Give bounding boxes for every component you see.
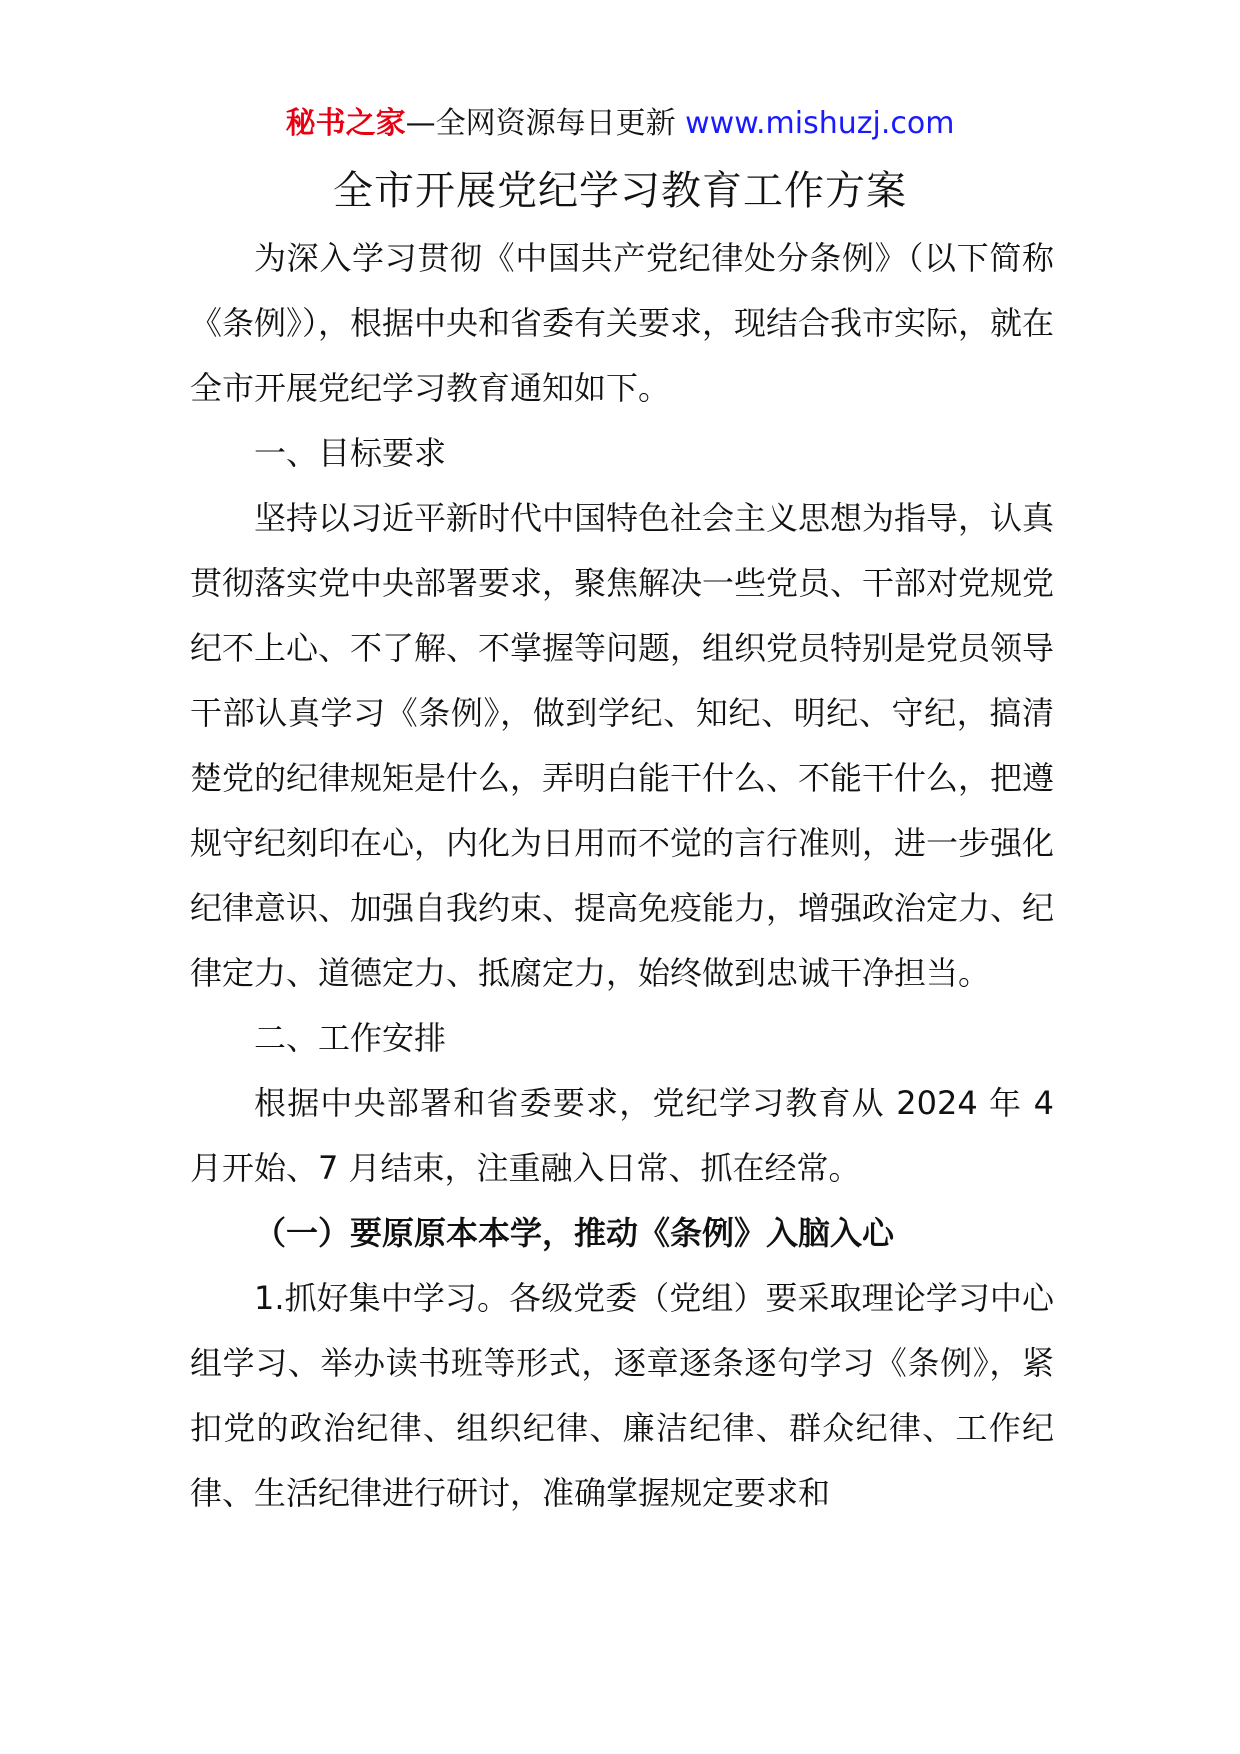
arrangements-paragraph: 根据中央部署和省委要求，党纪学习教育从 2024 年 4 月开始、7 月结束，注重融入日常、抓在经常。 — [190, 1084, 1054, 1187]
intro-paragraph: 为深入学习贯彻《中国共产党纪律处分条例》（以下简称《条例》），根据中央和省委有关要求，现结合我市实际，就在全市开展党纪学习教育通知如下。 — [190, 239, 1055, 407]
goals-paragraph: 坚持以习近平新时代中国特色社会主义思想为指导，认真贯彻落实党中央部署要求，聚焦解决一些党员、干部对党规党纪不上心、不了解、不掌握等问题，组织党员特别是党员领导干部认真学习《条例》，做到学纪、知纪、明纪、守纪，搞清楚党的纪律规矩是什么，弄明白能干什么、不能干什么，把遵规守纪刻印在心，内化为日用而不觉的言行准则，进一步强化纪律意识、加强自我约束、提高免疫能力，增强政治定力、纪律定力、道德定力、抵腐定力，始终做到忠诚干净担当。 — [190, 499, 1055, 992]
site-brand-name: 秘书之家 — [285, 106, 406, 141]
site-tagline: —全网资源每日更新 — [405, 106, 686, 141]
document-body — [190, 226, 1054, 1526]
site-banner — [0, 102, 1240, 146]
study-paragraph: 1.抓好集中学习。各级党委（党组）要采取理论学习中心组学习、举办读书班等形式，逐章逐条逐句学习《条例》，紧扣党的政治纪律、组织纪律、廉洁纪律、群众纪律、工作纪律、生活纪律进行研讨，准确掌握规定要求和 — [190, 1279, 1054, 1512]
section-heading-arrangements: 二、工作安排 — [254, 1019, 447, 1057]
subsection-heading-study: （一）要原原本本学，推动《条例》入脑入心 — [254, 1214, 895, 1252]
site-url-link[interactable]: www.mishuzj.com — [685, 106, 955, 141]
document-title: 全市开展党纪学习教育工作方案 — [333, 168, 907, 214]
section-heading-goals: 一、目标要求 — [254, 434, 447, 472]
